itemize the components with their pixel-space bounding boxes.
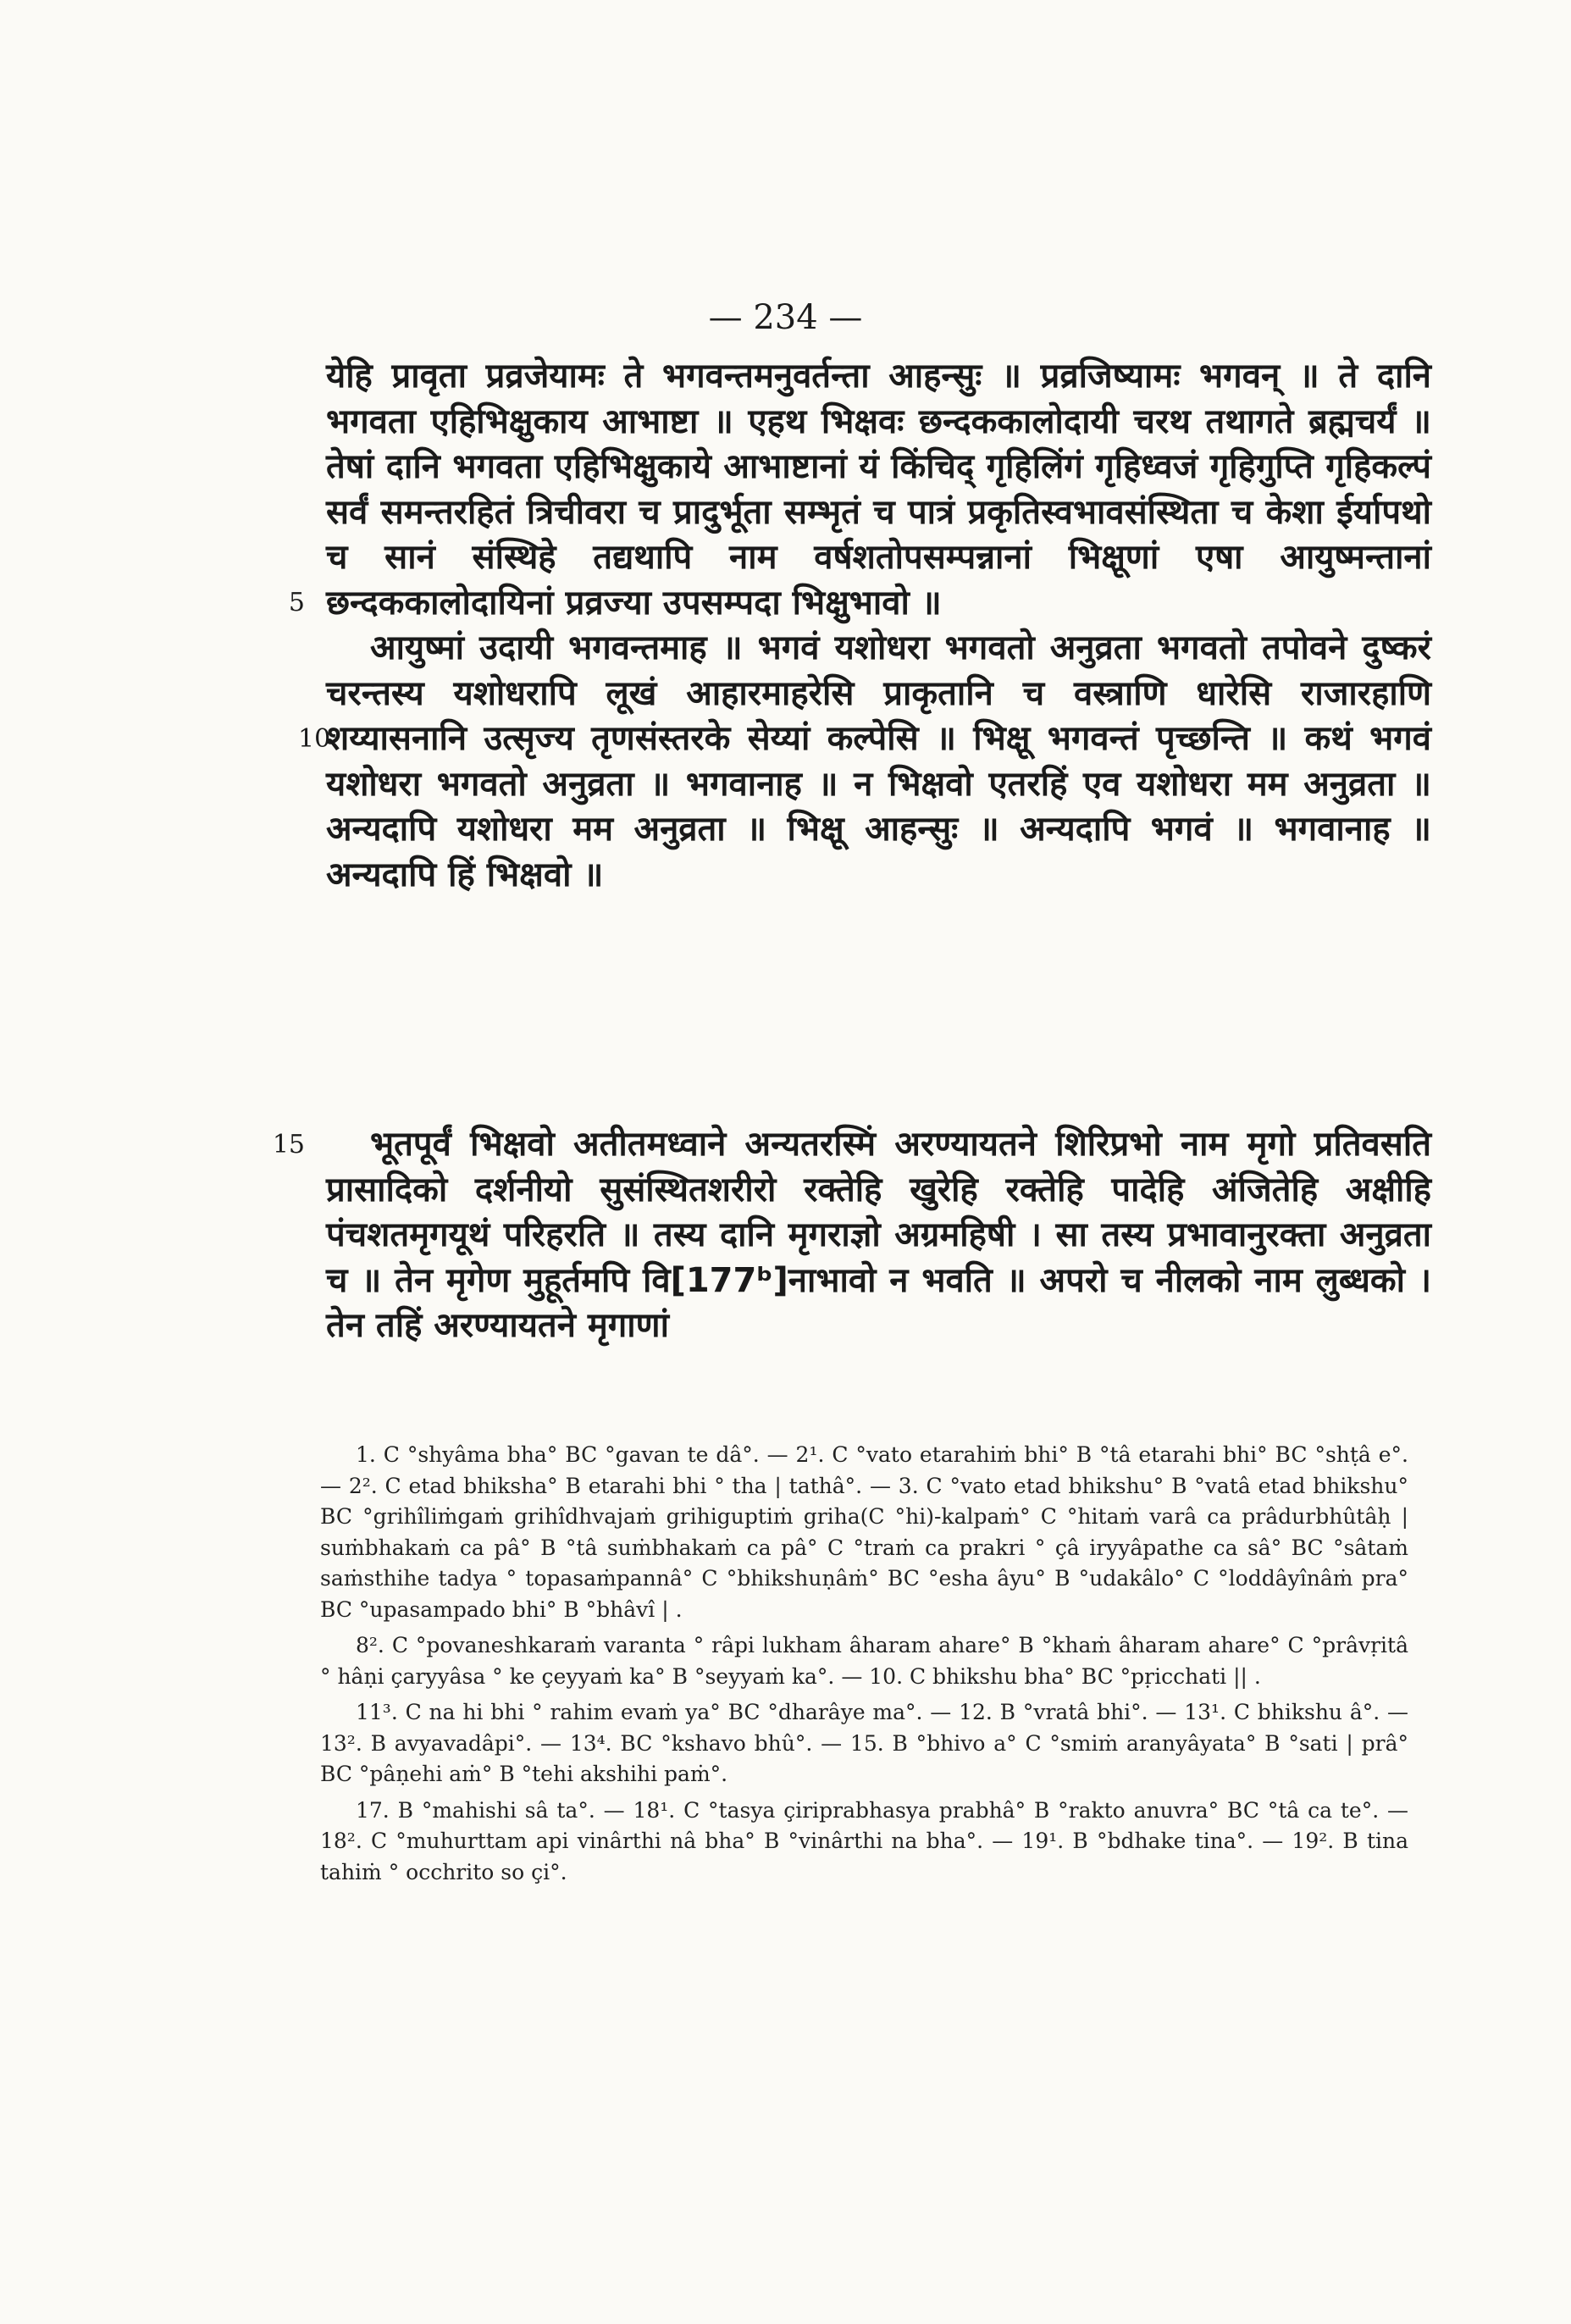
footnote: 11³. C na hi bhi ° rahim evaṁ ya° BC °dharâye ma°. — 12. B °vratâ bhi°. — 13¹. C bhikshu â°. — 13². B avyavadâpi°. — 13⁴. BC °kshavo bhû°. — 15. B °bhivo a° C °smiṁ aranyâyata° B °sati | prâ° BC °pâṇehi aṁ° B °tehi akshihi paṁ°. xyxy=(320,1700,1408,1786)
main-text-block-1 xyxy=(288,354,1431,898)
line-number: 10 xyxy=(298,724,331,754)
line-number: 5 xyxy=(288,588,305,617)
line-number: 15 xyxy=(272,1130,305,1159)
footnote: 1. C °shyâma bha° BC °gavan te dâ°. — 2¹. C °vato etarahiṁ bhi° B °tâ etarahi bhi° BC °shṭâ e°. — 2². C etad bhiksha° B etarahi bhi ° tha | tathâ°. — 3. C °vato etad bhikshu° B °vatâ etad bhikshu° BC °grihîliṁgaṁ grihîdhvajaṁ grihiguptiṁ griha(C °hi)-kalpaṁ° C °hitaṁ varâ ca prâdurbhûtâḥ | suṁbhakaṁ ca pâ° B °tâ suṁbhakaṁ ca pâ° C °traṁ ca prakri ° çâ iryyâpathe ca sâ° BC °sâtaṁ saṁsthihe tadya ° topasaṁpannâ° C °bhikshuṇâṁ° BC °esha âyu° B °udakâlo° C °loddâyînâṁ pra° BC °upasampado bhi° B °bhâvî | . xyxy=(320,1442,1408,1622)
paragraph xyxy=(298,626,1431,898)
paragraph xyxy=(272,1122,1431,1349)
main-text-block-2 xyxy=(272,1122,1431,1349)
footnote: 17. B °mahishi sâ ta°. — 18¹. C °tasya çiriprabhasya prabhâ° B °rakto anuvra° BC °tâ ca te°. — 18². C °muhurttam api vinârthi nâ bha° B °vinârthi na bha°. — 19¹. B °bdhake tina°. — 19². B tina tahiṁ ° occhrito so çi°. xyxy=(320,1797,1408,1884)
paragraph-text: भूतपूर्वं भिक्षवो अतीतमध्वाने अन्यतरस्मिं अरण्यायतने शिरिप्रभो नाम मृगो प्रतिवसति प्रासादिको दर्शनीयो सुसंस्थितशरीरो रक्तेहि खुरेहि रक्तेहि पादेहि अंजितेहि अक्षीहि पंचशतमृगयूथं परिहरति ॥ तस्य दानि मृगराज्ञो अग्रमहिषी । सा तस्य प्रभावानुरक्ता अनुव्रता च ॥ तेन मृगेण मुहूर्तमपि वि[177ᵇ]नाभावो न भवति ॥ अपरो च नीलको नाम लुब्धको । तेन तहिं अरण्यायतने मृगाणां xyxy=(326,1125,1431,1345)
paragraph-text: आयुष्मां उदायी भगवन्तमाह ॥ भगवं यशोधरा भगवतो अनुव्रता भगवतो तपोवने दुष्करं चरन्तस्य यशोधरापि लूखं आहारमाहरेसि प्राकृतानि च वस्त्राणि धारेसि राजारहाणि शय्यासनानि उत्सृज्य तृणसंस्तरके सेय्यां कल्पेसि ॥ भिक्षू भगवन्तं पृच्छन्ति ॥ कथं भगवं यशोधरा भगवतो अनुव्रता ॥ भगवानाह ॥ न भिक्षवो एतरहिं एव यशोधरा मम अनुव्रता ॥ अन्यदापि यशोधरा मम अनुव्रता ॥ भिक्षू आहन्सुः ॥ अन्यदापि भगवं ॥ भगवानाह ॥ अन्यदापि हिं भिक्षवो ॥ xyxy=(326,628,1431,894)
paragraph xyxy=(288,354,1431,626)
paragraph-text: येहि प्रावृता प्रव्रजेयामः ते भगवन्तमनुवर्तन्ता आहन्सुः ॥ प्रव्रजिष्यामः भगवन् ॥ ते दानि भगवता एहिभिक्षुकाय आभाष्टा ॥ एहथ भिक्षवः छन्दककालोदायी चरथ तथागते ब्रह्मचर्यं ॥ तेषां दानि भगवता एहिभिक्षुकाये आभाष्टानां यं किंचिद् गृहिलिंगं गृहिध्वजं गृहिगुप्ति गृहिकल्पं सर्वं समन्तरहितं त्रिचीवरा च प्रादुर्भूता सम्भृतं च पात्रं प्रकृतिस्वभावसंस्थिता च केशा ईर्यापथो च सानं संस्थिहे तद्यथापि नाम वर्षशतोपसम्पन्नानां भिक्षूणां एषा आयुष्मन्तानां छन्दककालोदायिनां प्रव्रज्या उपसम्पदा भिक्षुभावो ॥ xyxy=(326,357,1431,622)
page-number: — 234 — xyxy=(708,298,863,337)
footnotes xyxy=(320,1440,1408,1893)
footnote: 8². C °povaneshkaraṁ varanta ° râpi lukham âharam ahare° B °khaṁ âharam ahare° C °prâvṛitâ ° hâṇi çaryyâsa ° ke çeyyaṁ ka° B °seyyaṁ ka°. — 10. C bhikshu bha° BC °pṛicchati || . xyxy=(320,1633,1408,1689)
